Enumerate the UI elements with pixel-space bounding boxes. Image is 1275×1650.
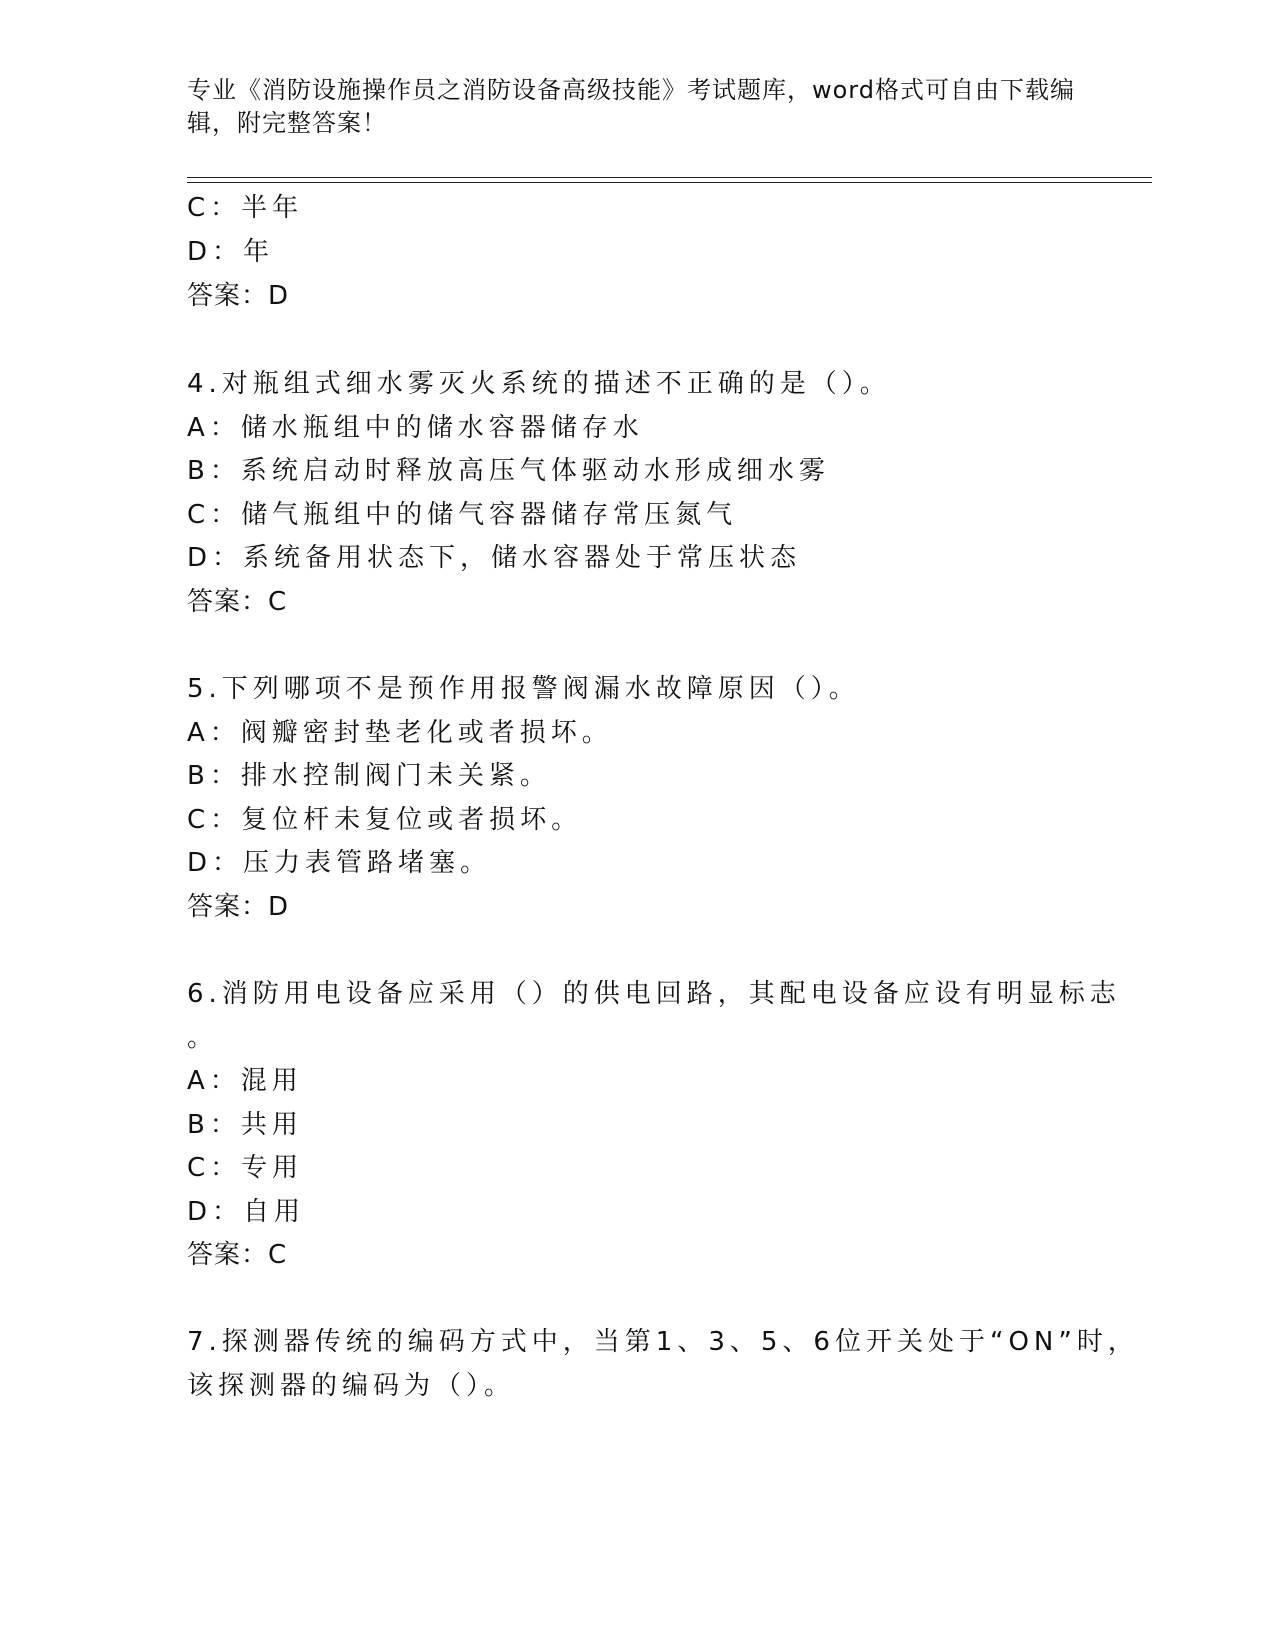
q5-option-d: D：压力表管路堵塞。: [187, 848, 492, 878]
q3-answer: 答案：D: [187, 281, 290, 311]
header-rule-bottom: [187, 182, 1152, 183]
q5-option-b: B：排水控制阀门未关紧。: [187, 761, 551, 791]
q6-stem-line-1: 6.消防用电设备应采用（）的供电回路，其配电设备应设有明显标志: [187, 979, 1121, 1009]
header-line-1: 专业《消防设施操作员之消防设备高级技能》考试题库，word格式可自由下载编: [187, 76, 1075, 104]
q6-answer: 答案：C: [187, 1240, 288, 1270]
q6-stem-line-2: 。: [187, 1023, 219, 1053]
q5-answer: 答案：D: [187, 892, 290, 922]
header-line-2: 辑，附完整答案！: [187, 109, 387, 137]
q7-stem-line-1: 7.探测器传统的编码方式中，当第1、3、5、6位开关处于“ON”时，: [187, 1327, 1139, 1357]
q7-stem-line-2: 该探测器的编码为（）。: [187, 1371, 516, 1401]
q5-stem: 5.下列哪项不是预作用报警阀漏水故障原因（）。: [187, 674, 860, 704]
q6-option-c: C：专用: [187, 1153, 304, 1183]
q4-stem: 4.对瓶组式细水雾灭火系统的描述不正确的是（）。: [187, 369, 891, 399]
header-rule-top: [187, 177, 1152, 178]
q4-option-c: C：储气瓶组中的储气容器储存常压氮气: [187, 500, 738, 530]
q4-option-d: D：系统备用状态下，储水容器处于常压状态: [187, 543, 802, 573]
q6-option-b: B：共用: [187, 1110, 303, 1140]
document-header: [187, 74, 1077, 140]
q4-option-a: A：储水瓶组中的储水容器储存水: [187, 413, 644, 443]
q4-option-b: B：系统启动时释放高压气体驱动水形成细水雾: [187, 456, 830, 486]
q4-answer: 答案：C: [187, 587, 288, 617]
q3-option-d: D：年: [187, 237, 275, 267]
q6-option-a: A：混用: [187, 1066, 303, 1096]
q6-option-d: D：自用: [187, 1197, 306, 1227]
q5-option-c: C：复位杆未复位或者损坏。: [187, 805, 583, 835]
q5-option-a: A：阀瓣密封垫老化或者损坏。: [187, 718, 613, 748]
q3-option-c: C：半年: [187, 193, 304, 223]
